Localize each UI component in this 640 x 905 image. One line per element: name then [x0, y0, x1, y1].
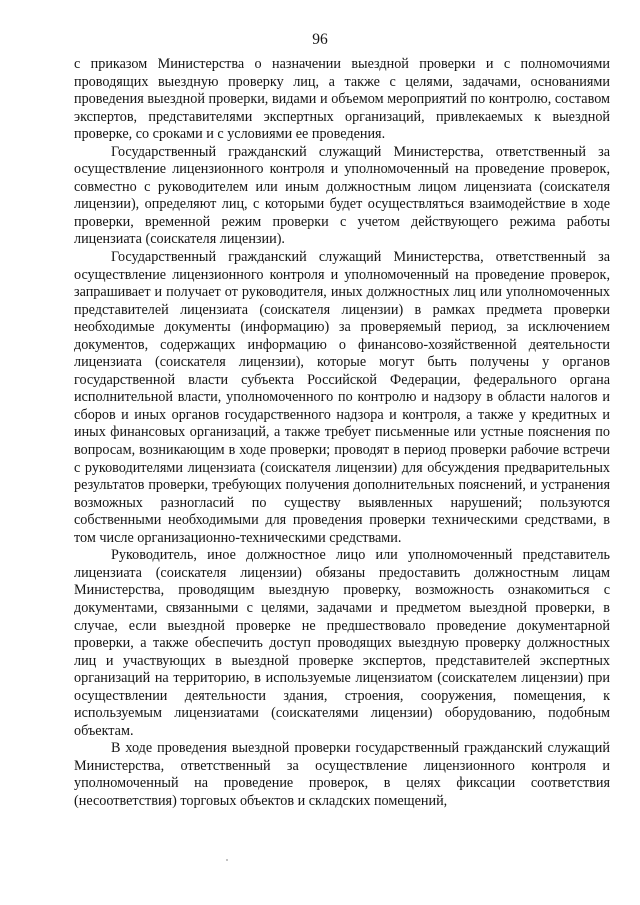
paragraph-access-obligations: Руководитель, иное должностное лицо или уполномоченный представитель лицензиата (соискателя лицензии) обязаны предоставить должностным лицам Министерства, проводящим выездную проверку, возможность ознакомиться с документами, связанными с целями, задачами и предметом выездной проверки, в случае, если выездной проверке не предшествовало проведение документарной проверки, а также обеспечить доступ проводящих выездную проверку должностных лиц и участвующих в выездной проверке экспертов, представителей экспертных организаций на территорию, в используемые лицензиатом (соискателем лицензии) при осуществлении деятельности здания, строения, сооружения, помещения, к используемым лицензиатами (соискателями лицензии) оборудованию, подобным объектам. [74, 547, 610, 739]
paragraph-document-requests: Государственный гражданский служащий Министерства, ответственный за осуществление лицензионного контроля и уполномоченный на проведение проверок, запрашивает и получает от руководителя, иных должностных лиц или уполномоченных представителей лицензиата (соискателя лицензии) в рамках предмета проверки необходимые документы (информацию) за проверяемый период, за исключением документов, содержащих информацию о финансово-хозяйственной деятельности лицензиата (соискателя лицензии), которые могут быть получены у органов государственной власти субъекта Российской Федерации, федерального органа исполнительной власти, уполномоченного по контролю и надзору в области налогов и сборов и иных органов государственного надзора и контроля, а также у кредитных и иных финансовых организаций, а также требует письменные или устные пояснения по вопросам, возникающим в ходе проверки; проводят в период проверки рабочие встречи с руководителями лицензиата (соискателя лицензии) для обсуждения предварительных результатов проверки, требующих получения дополнительных пояснений, и устранения возможных разногласий по существу выявленных нарушений; пользуются собственными необходимыми для проведения проверки техническими средствами, в том числе организационно-техническими средствами. [74, 249, 610, 546]
paragraph-interaction-persons: Государственный гражданский служащий Министерства, ответственный за осуществление лицензионного контроля и уполномоченный на проведение проверок, совместно с руководителем или иным должностным лицом лицензиата (соискателя лицензии), определяют лиц, с которыми будет осуществляться взаимодействие в ходе проверки, временной режим проверки с учетом действующего режима работы лицензиата (соискателя лицензии). [74, 143, 610, 248]
paragraph-continuation: с приказом Министерства о назначении выездной проверки и с полномочиями проводящих выездную проверку лиц, а также с целями, задачами, основаниями проведения выездной проверки, видами и объемом мероприятий по контролю, составом экспертов, представителями экспертных организаций, привлекаемых к выездной проверке, со сроками и с условиями ее проведения. [74, 56, 610, 143]
paragraph-on-site-fixation: В ходе проведения выездной проверки государственный гражданский служащий Министерства, ответственный за осуществление лицензионного контроля и уполномоченный на проведение проверок, в целях фиксации соответствия (несоответствия) торговых объектов и складских помещений, [74, 740, 610, 809]
page-number: 96 [312, 31, 328, 48]
document-body [74, 56, 610, 811]
scan-speck [226, 859, 228, 861]
